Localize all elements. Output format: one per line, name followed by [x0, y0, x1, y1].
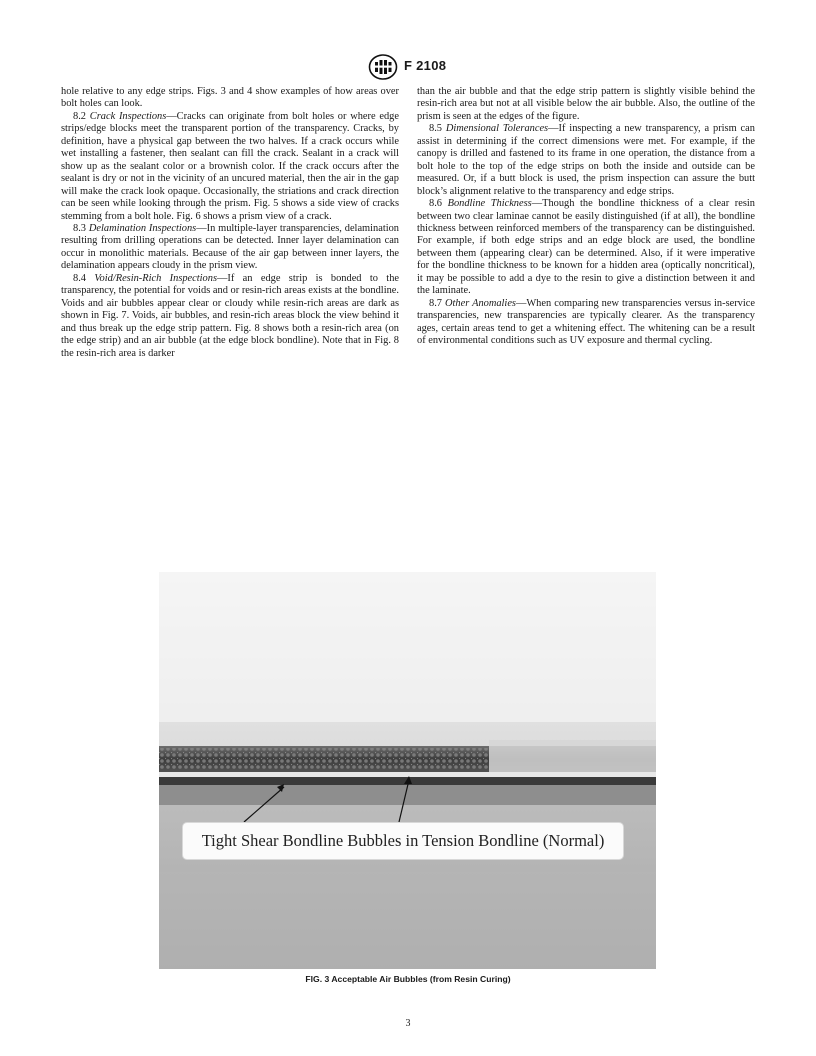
document-id: F 2108 — [404, 58, 447, 73]
left-column — [61, 86, 399, 360]
section-8-7: 8.7 Other Anomalies—When comparing new transparencies versus in-service transparencies, new transparencies are typically clearer. As the transparency ages, certain areas tend to get a whitening effect. The whitening can be a result of environmental conditions such as UV exposure and thermal cycling. — [417, 297, 755, 347]
right-column — [417, 86, 755, 348]
page-header — [0, 54, 816, 80]
page-number: 3 — [405, 1018, 411, 1029]
figure-photo — [159, 572, 656, 969]
figure-annotation-label: Tight Shear Bondline Bubbles in Tension Bondline (Normal) — [183, 823, 623, 859]
section-8-2: 8.2 Crack Inspections—Cracks can originate from bolt holes or where edge strips/edge blocks meet the transparent portion of the transparency. Cracks, by definition, have a physical gap between the two halves. If a crack occurs while wet installing a fastener, then sealant can fill the crack. Sealant in a crack will show up as the sealant color or a brownish color. If the crack occurs after the sealant is dry or not in the vicinity of an uncured material, then the air in the gap will make the crack look opaque. Occasionally, the striations and crack direction can be seen while looking through the prism. Fig. 5 shows a side view of cracks stemming from a bolt hole. Fig. 6 shows a prism view of a crack. — [61, 110, 399, 222]
section-8-4: 8.4 Void/Resin-Rich Inspections—If an edge strip is bonded to the transparency, the potential for voids and or resin-rich areas exists at the bondline. Voids and air bubbles appear clear or cloudy while resin-rich areas are dark as shown in Fig. 7. Voids, air bubbles, and resin-rich areas block the view behind it and thus break up the edge strip pattern. Fig. 8 shows both a resin-rich area (on the edge strip) and an air bubble (at the edge block bondline). Note that in Fig. 8 the resin-rich area is darker — [61, 272, 399, 359]
paragraph-continued: hole relative to any edge strips. Figs. 3 and 4 show examples of how areas over bolt holes can look. — [61, 86, 399, 110]
paragraph-continued: than the air bubble and that the edge strip pattern is slightly visible behind the resin-rich area but not at all visible below the air bubble. Also, the outline of the prism is seen at the edges of the figure. — [417, 86, 755, 122]
section-8-6: 8.6 Bondline Thickness—Though the bondline thickness of a clear resin between two clear laminae cannot be easily distinguished (if at all), the bondline thickness between reinforced members of the transparency can be distinguished. For example, if both edge strips and an edge block are used, the bondline between them (appearing clear) can be determined. Also, if it were imperative for the bondline thickness to be known for a hidden area (optically noncritical), it may be possible to add a dye to the resin to give a distinction between it and the laminate. — [417, 198, 755, 297]
section-8-3: 8.3 Delamination Inspections—In multiple-layer transparencies, delamination resulting from drilling operations can be detected. Inner layer delamination can occur in monolithic materials. Because of the air gap between inner layers, the delamination appears cloudy in the prism view. — [61, 222, 399, 272]
figure-caption: FIG. 3 Acceptable Air Bubbles (from Resin Curing) — [305, 974, 511, 984]
astm-logo-icon — [368, 54, 398, 80]
section-8-5: 8.5 Dimensional Tolerances—If inspecting a new transparency, a prism can assist in determining if the correct dimensions were met. For example, if the canopy is drilled and fastened to its frame in one operation, the distance from a bolt hole to the top of the edge strips on both the inside and outside can be measured. Or, if a butt block is used, the prism inspection can assure the butt block’s alignment relative to the transparency and edge strips. — [417, 123, 755, 197]
